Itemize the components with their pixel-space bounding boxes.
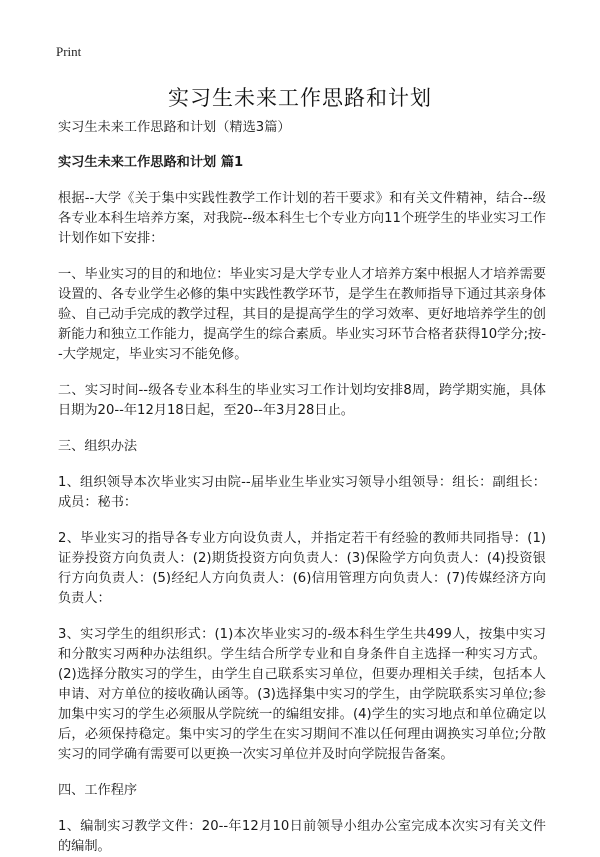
heading-organization: 三、组织办法	[58, 439, 138, 454]
paragraph-purpose: 一、毕业实习的目的和地位：毕业实习是大学专业人才培养方案中根据人才培养需要设置的、各专业学生必修的集中实践性教学环节，是学生在教师指导下通过其亲身体验、自己动手完成的教学过程，其目的是提高学生的学习效率、更好地培养学生的创新能力和独立工作能力，提高学生的综合素质。毕业实习环节合格者获得10学分;按--大学规定，毕业实习不能免修。	[58, 267, 546, 362]
section-heading: 实习生未来工作思路和计划 篇1	[58, 155, 244, 170]
paragraph-student-organization: 3、实习学生的组织形式：(1)本次毕业实习的-级本科生学生共499人，按集中实习和分散实习两种办法组织。学生结合所学专业和自身条件自主选择一种实习方式。(2)选择分散实习的学生，由学生自己联系实习单位，但要办理相关手续，包括本人申请、对方单位的接收确认函等。(3)选择集中实习的学生，由学院联系实习单位;参加集中实习的学生必须服从学院统一的编组安排。(4)学生的实习地点和单位确定以后，必须保持稳定。集中实习的学生在实习期间不准以任何理由调换实习单位;分散实习的同学确有需要可以更换一次实习单位并及时向学院报告备案。	[58, 627, 546, 762]
heading-procedure: 四、工作程序	[58, 783, 138, 798]
document-body	[58, 118, 546, 857]
paragraph-guidance: 2、毕业实习的指导各专业方向设负责人，并指定若干有经验的教师共同指导：(1)证券投资方向负责人：(2)期货投资方向负责人：(3)保险学方向负责人：(4)投资银行方向负责人：(5)经纪人方向负责人：(6)信用管理方向负责人：(7)传媒经济方向负责人：	[58, 531, 546, 606]
paragraph-leadership: 1、组织领导本次毕业实习由院--届毕业生毕业实习领导小组领导：组长：副组长：成员：秘书：	[58, 475, 546, 510]
document-subtitle: 实习生未来工作思路和计划（精选3篇）	[58, 120, 291, 135]
paragraph-schedule: 二、实习时间--级各专业本科生的毕业实习工作计划均安排8周，跨学期实施，具体日期为20--年12月18日起，至20--年3月28日止。	[58, 383, 546, 418]
paragraph-intro: 根据--大学《关于集中实践性教学工作计划的若干要求》和有关文件精神，结合--级各专业本科生培养方案，对我院--级本科生七个专业方向11个班学生的毕业实习工作计划作如下安排：	[58, 191, 546, 246]
document-title: 实习生未来工作思路和计划	[168, 86, 432, 110]
print-label[interactable]: Print	[56, 44, 82, 59]
paragraph-documents: 1、编制实习教学文件：20--年12月10日前领导小组办公室完成本次实习有关文件的编制。	[58, 819, 546, 854]
